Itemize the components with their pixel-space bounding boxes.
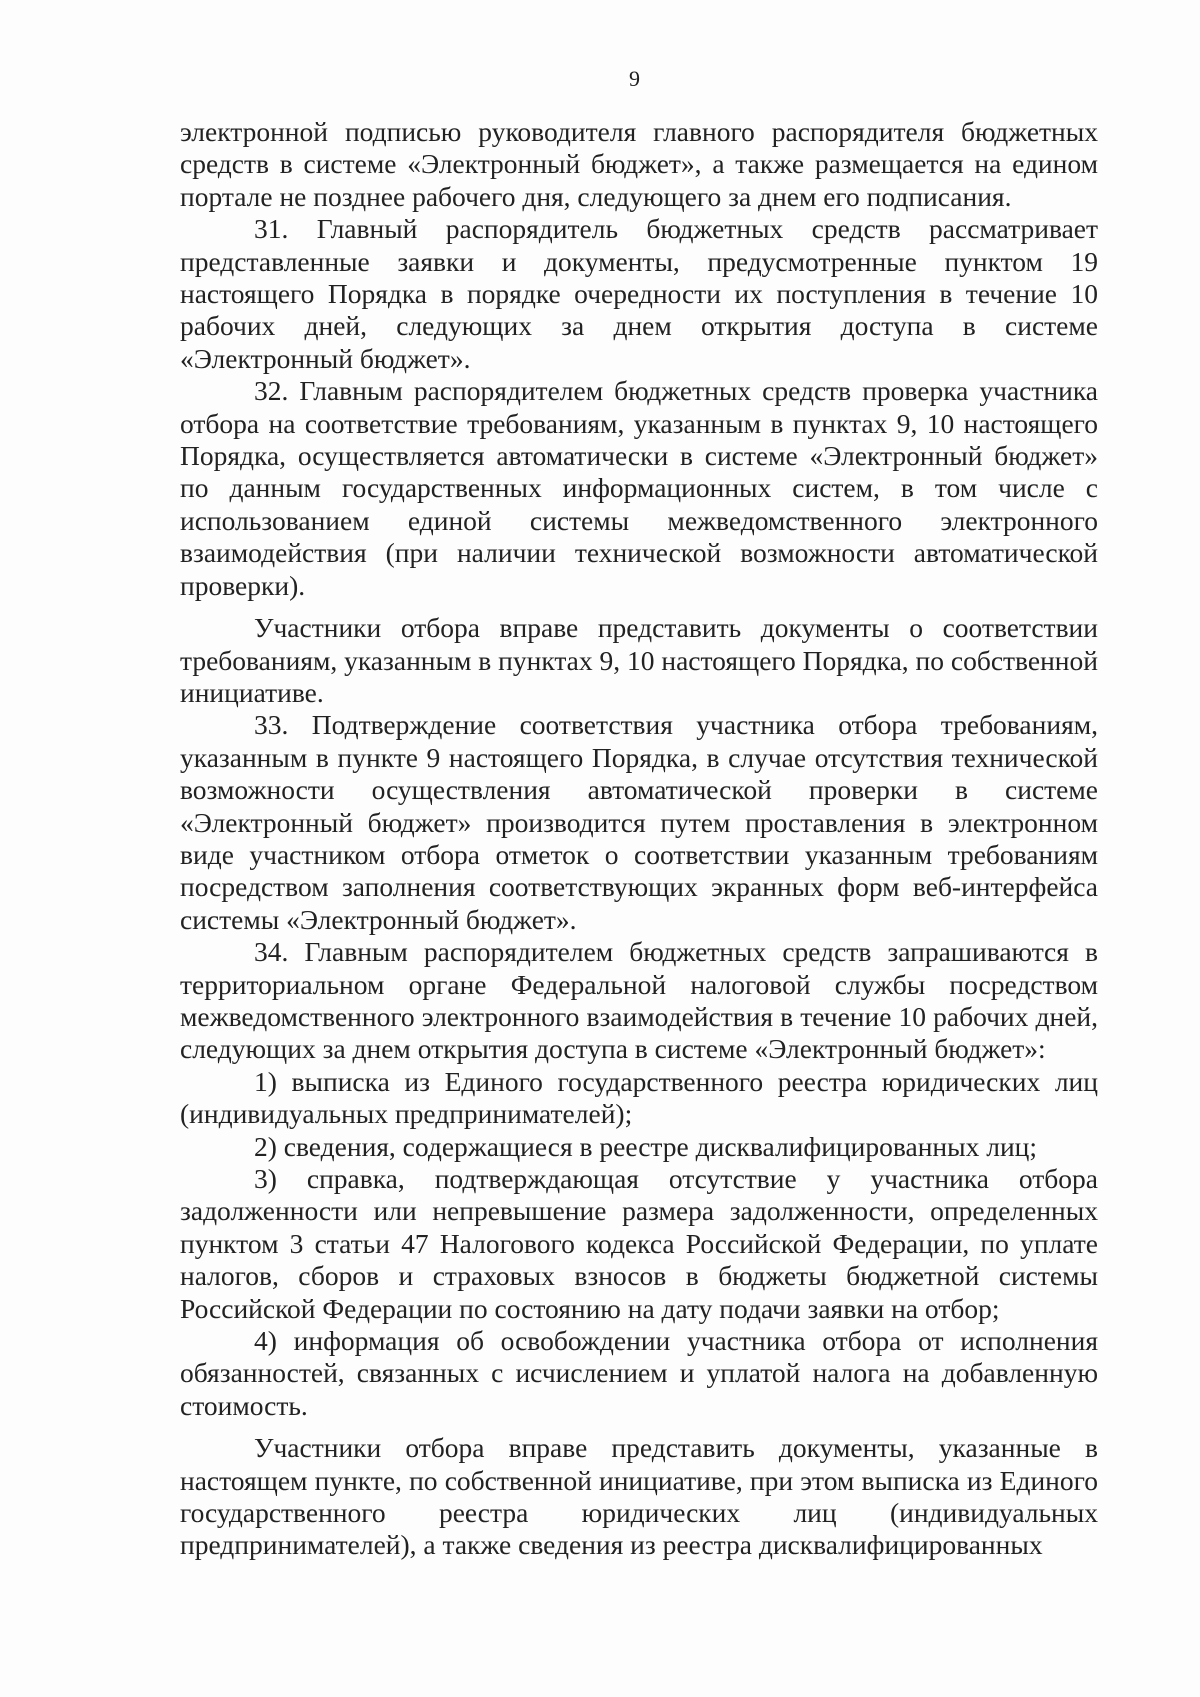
page-number: 9	[629, 66, 640, 91]
paragraph-33: 33. Подтверждение соответствия участника отбора требованиям, указанным в пункте 9 настоящего Порядка, в случае отсутствия технической возможности осуществления автоматической проверки в системе «Электронный бюджет» производится путем проставления в электронном виде участником отбора отметок о соответствии указанным требованиям посредством заполнения соответствующих экранных форм веб-интерфейса системы «Электронный бюджет».	[180, 709, 1098, 935]
list-item-2: 2) сведения, содержащиеся в реестре дисквалифицированных лиц;	[254, 1130, 1038, 1162]
paragraph-32-participants: Участники отбора вправе представить документы о соответствии требованиям, указанным в пунктах 9, 10 настоящего Порядка, по собственной инициативе.	[180, 612, 1098, 708]
paragraph-34-participants: Участники отбора вправе представить документы, указанные в настоящем пункте, по собственной инициативе, при этом выписка из Единого государственного реестра юридических лиц (индивидуальных предпринимателей), а также сведения из реестра дисквалифицированных	[180, 1432, 1098, 1561]
list-item-4: 4) информация об освобождении участника отбора от исполнения обязанностей, связанных с исчислением и уплатой налога на добавленную стоимость.	[180, 1325, 1098, 1421]
list-item-3: 3) справка, подтверждающая отсутствие у участника отбора задолженности или непревышение размера задолженности, определенных пунктом 3 статьи 47 Налогового кодекса Российской Федерации, по уплате налогов, сборов и страховых взносов в бюджеты бюджетной системы Российской Федерации по состоянию на дату подачи заявки на отбор;	[180, 1163, 1098, 1324]
paragraph-continuation: электронной подписью руководителя главного распорядителя бюджетных средств в системе «Электронный бюджет», а также размещается на едином портале не позднее рабочего дня, следующего за днем его подписания.	[180, 116, 1098, 212]
document-body	[180, 116, 1098, 1562]
paragraph-34: 34. Главным распорядителем бюджетных средств запрашиваются в территориальном органе Федеральной налоговой службы посредством межведомственного электронного взаимодействия в течение 10 рабочих дней, следующих за днем открытия доступа в системе «Электронный бюджет»:	[180, 936, 1098, 1065]
paragraph-31: 31. Главный распорядитель бюджетных средств рассматривает представленные заявки и документы, предусмотренные пунктом 19 настоящего Порядка в порядке очередности их поступления в течение 10 рабочих дней, следующих за днем открытия доступа в системе «Электронный бюджет».	[180, 213, 1098, 374]
list-item-1: 1) выписка из Единого государственного реестра юридических лиц (индивидуальных предпринимателей);	[180, 1065, 1098, 1130]
paragraph-32: 32. Главным распорядителем бюджетных средств проверка участника отбора на соответствие требованиям, указанным в пунктах 9, 10 настоящего Порядка, осуществляется автоматически в системе «Электронный бюджет» по данным государственных информационных систем, в том числе с использованием единой системы межведомственного электронного взаимодействия (при наличии технической возможности автоматической проверки).	[180, 375, 1098, 601]
